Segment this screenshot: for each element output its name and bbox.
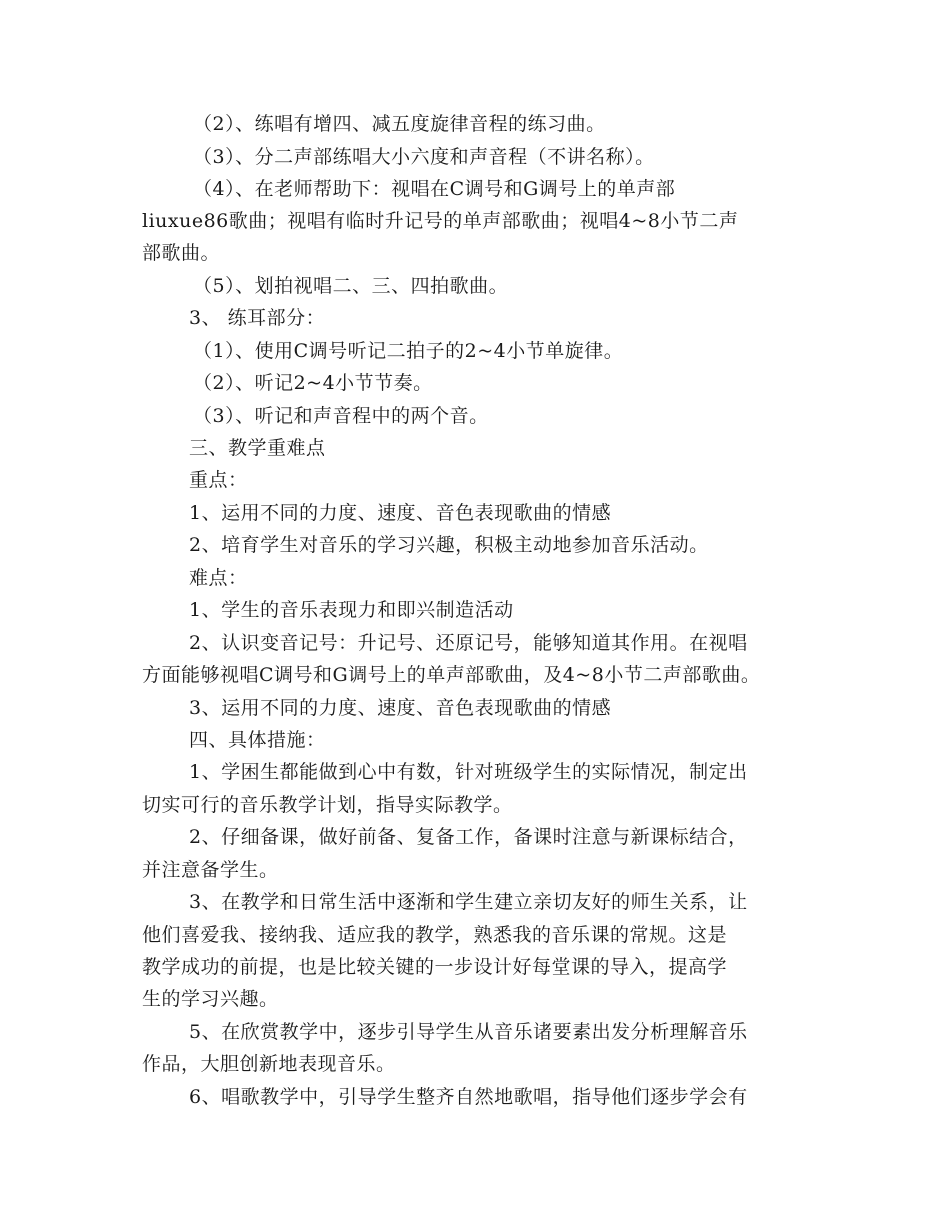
text-line: 部歌曲。: [142, 242, 221, 264]
text-line: 2、认识变音记号：升记号、还原记号，能够知道其作用。在视唱: [189, 632, 748, 654]
section-heading: 四、具体措施：: [189, 729, 326, 751]
text-line: 方面能够视唱C调号和G调号上的单声部歌曲，及4~8小节二声部歌曲。: [142, 664, 761, 686]
text-line: 1、学生的音乐表现力和即兴制造活动: [189, 599, 514, 621]
text-line: 3、 练耳部分：: [189, 307, 326, 329]
text-line: liuxue86歌曲；视唱有临时升记号的单声部歌曲；视唱4~8小节二声: [142, 210, 739, 232]
text-line: （2）、听记2~4小节节奏。: [193, 372, 433, 394]
text-line: （3）、听记和声音程中的两个音。: [193, 405, 489, 427]
text-line: 6、唱歌教学中，引导学生整齐自然地歌唱，指导他们逐步学会有: [189, 1086, 748, 1108]
subsection-heading: 重点：: [189, 469, 248, 491]
text-line: 2、培育学生对音乐的学习兴趣，积极主动地参加音乐活动。: [189, 534, 709, 556]
text-line: 教学成功的前提，也是比较关键的一步设计好每堂课的导入，提高学: [142, 956, 728, 978]
text-line: 他们喜爱我、接纳我、适应我的教学，熟悉我的音乐课的常规。这是: [142, 924, 728, 946]
text-line: 1、运用不同的力度、速度、音色表现歌曲的情感: [189, 502, 612, 524]
text-line: （5）、划拍视唱二、三、四拍歌曲。: [193, 275, 509, 297]
text-line: 2、仔细备课，做好前备、复备工作，备课时注意与新课标结合，: [189, 826, 748, 848]
text-line: （2）、练唱有增四、减五度旋律音程的练习曲。: [193, 113, 606, 135]
text-line: 切实可行的音乐教学计划，指导实际教学。: [142, 794, 513, 816]
text-line: 3、运用不同的力度、速度、音色表现歌曲的情感: [189, 697, 612, 719]
text-line: （1）、使用C调号听记二拍子的2~4小节单旋律。: [193, 340, 624, 362]
text-line: 并注意备学生。: [142, 859, 279, 881]
subsection-heading: 难点：: [189, 567, 248, 589]
text-line: （4）、在老师帮助下：视唱在C调号和G调号上的单声部: [193, 178, 676, 200]
text-line: 生的学习兴趣。: [142, 988, 279, 1010]
text-line: （3）、分二声部练唱大小六度和声音程（不讲名称）。: [193, 146, 655, 168]
text-line: 1、学困生都能做到心中有数，针对班级学生的实际情况，制定出: [189, 761, 748, 783]
section-heading: 三、教学重难点: [189, 437, 326, 459]
text-line: 5、在欣赏教学中，逐步引导学生从音乐诸要素出发分析理解音乐: [189, 1021, 748, 1043]
text-line: 作品，大胆创新地表现音乐。: [142, 1053, 396, 1075]
text-line: 3、在教学和日常生活中逐渐和学生建立亲切友好的师生关系，让: [189, 891, 748, 913]
